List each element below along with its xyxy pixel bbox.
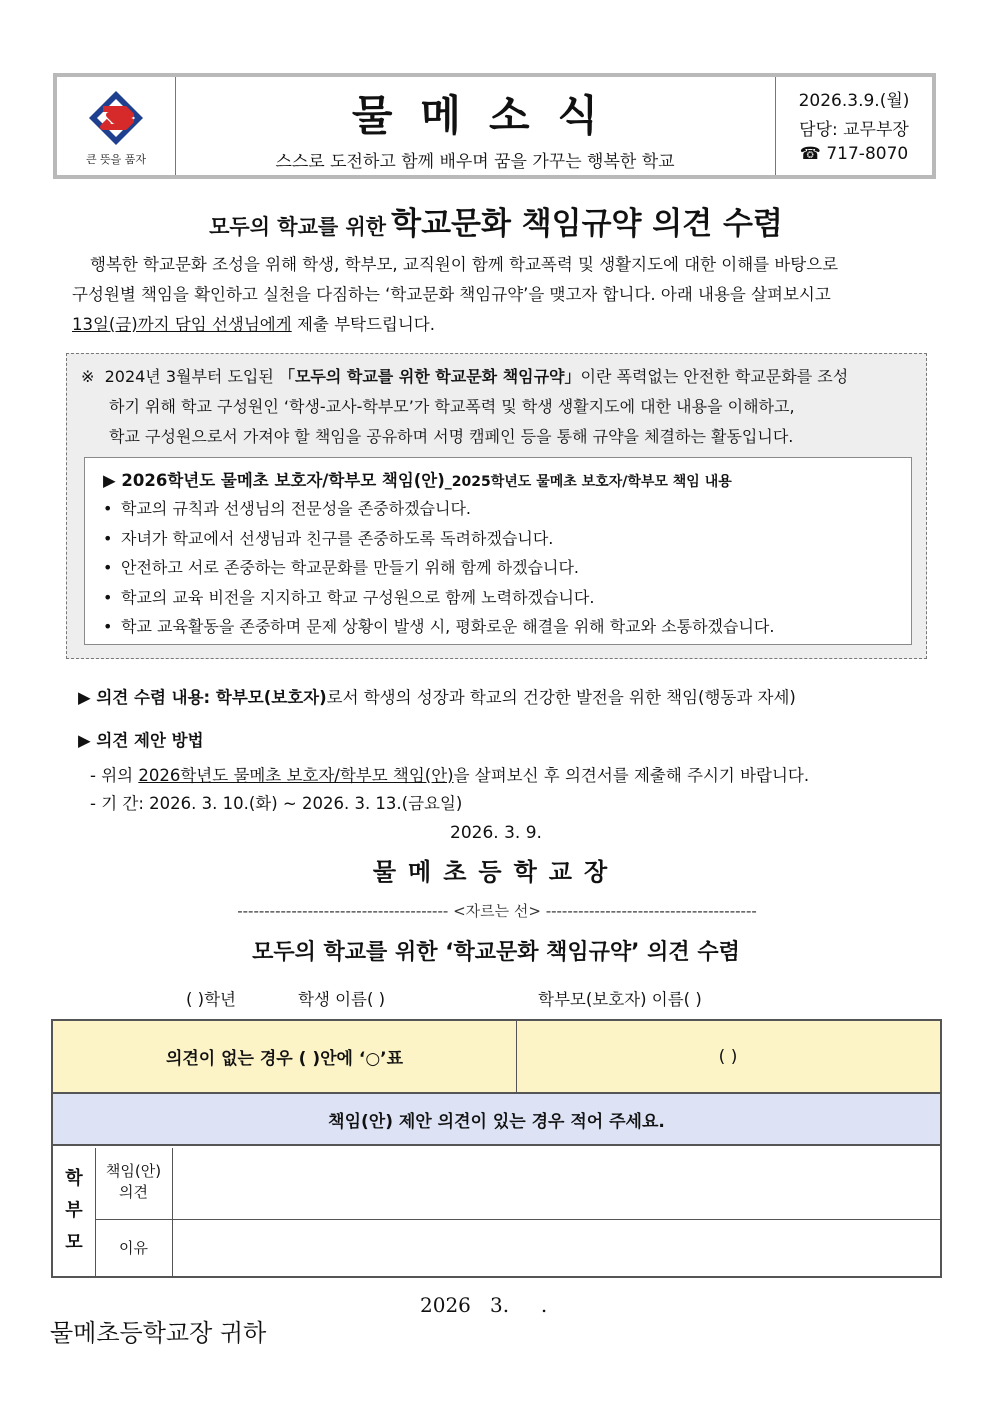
submission-date[interactable]: 2026 3. . <box>420 1293 548 1317</box>
list-item: • 학교의 규칙과 선생님의 전문성을 존중하겠습니다. <box>103 494 774 524</box>
content-section: ▶ 의견 수렴 내용: 학부모(보호자)로서 학생의 성장과 학교의 건강한 발전을 위한 책임(행동과 자세) <box>78 688 796 707</box>
title-prefix: 모두의 학교를 위한 <box>209 215 387 239</box>
logo-cell <box>57 77 176 175</box>
draft-list <box>103 494 774 642</box>
student-name-field[interactable]: 학생 이름( ) <box>298 990 386 1009</box>
method-line-1: - 위의 2026학년도 물메초 보호자/학부모 책임(안)을 살펴보신 후 의견서를 제출해 주시기 바랍니다. <box>90 766 810 785</box>
school-motto: 스스로 도전하고 함께 배우며 꿈을 가꾸는 행복한 학교 <box>275 152 675 172</box>
document-title <box>0 198 992 243</box>
reason-label: 이유 <box>95 1220 173 1276</box>
info-cell <box>775 77 932 175</box>
cut-line: --------------------------------------- <자르는 선> --------------------------------------- <box>237 902 757 920</box>
intro-line-3: 13일(금)까지 담임 선생님에게 제출 부탁드립니다. <box>72 315 435 334</box>
notice-box <box>66 353 927 659</box>
notice-line-2: 하기 위해 학교 구성원인 ‘학생-교사-학부모’가 학교폭력 및 학생 생활지도에 대한 내용을 이해하고, <box>109 397 795 416</box>
intro-line-1: 행복한 학교문화 조성을 위해 학생, 학부모, 교직원이 함께 학교폭력 및 생활지도에 대한 이해를 바탕으로 <box>90 255 839 274</box>
method-period: - 기 간: 2026. 3. 10.(화) ~ 2026. 3. 13.(금요일) <box>90 794 463 813</box>
school-logo-icon <box>85 87 147 149</box>
parent-side-label: 학 부 모 <box>53 1148 96 1276</box>
issue-date: 2026.3.9.(월) <box>798 91 910 111</box>
title-main: 학교문화 책임규약 의견 수렴 <box>391 206 783 242</box>
intro-line-2: 구성원별 책임을 확인하고 실천을 다짐하는 ‘학교문화 책임규약’을 맺고자 합니다. 아래 내용을 살펴보시고 <box>72 285 831 304</box>
title-cell <box>175 77 775 175</box>
no-opinion-checkbox[interactable]: ( ) <box>718 1046 738 1067</box>
draft-box <box>84 457 912 645</box>
principal-signature: 물메초등학교장 <box>372 858 620 886</box>
draft-heading: ▶ 2026학년도 물메초 보호자/학부모 책임(안)_2025학년도 물메초 보호자/학부모 책임 내용 <box>103 471 732 490</box>
no-opinion-row <box>53 1021 940 1094</box>
list-item: • 학교의 교육 비전을 지지하고 학교 구성원으로 함께 노력하겠습니다. <box>103 583 774 613</box>
notice-date: 2026. 3. 9. <box>450 823 542 843</box>
list-item: • 자녀가 학교에서 선생님과 친구를 존중하도록 독려하겠습니다. <box>103 524 774 554</box>
list-item: • 안전하고 서로 존중하는 학교문화를 만들기 위해 함께 하겠습니다. <box>103 553 774 583</box>
newsletter-title: 물메소식 <box>351 91 627 140</box>
opinion-label: 책임(안) 의견 <box>95 1148 173 1220</box>
logo-caption: 큰 뜻을 품자 <box>85 153 147 166</box>
reason-input-area[interactable] <box>172 1220 940 1276</box>
draft-subheading: _2025학년도 물메초 보호자/학부모 책임 내용 <box>444 474 732 490</box>
draft-reference: 2026학년도 물메초 보호자/학부모 책임(안) <box>138 766 454 785</box>
notice-text <box>81 362 908 452</box>
list-item: • 학교 교육활동을 존중하며 문제 상황이 발생 시, 평화로운 해결을 위해 학교와 소통하겠습니다. <box>103 612 774 642</box>
phone-number: ☎ 717-8070 <box>799 144 909 164</box>
opinion-input-area[interactable] <box>172 1148 940 1220</box>
form-title: 모두의 학교를 위한 ‘학교문화 책임규약’ 의견 수렴 <box>252 940 740 965</box>
person-in-charge: 담당: 교무부장 <box>799 120 909 140</box>
no-opinion-label: 의견이 없는 경우 ( )안에 ‘○’표 <box>53 1021 517 1092</box>
opinion-form-table <box>51 1019 942 1278</box>
grade-field[interactable]: ( )학년 <box>186 990 236 1009</box>
intro-paragraph <box>72 250 920 340</box>
deadline-text: 13일(금)까지 담임 선생님에게 <box>72 315 292 334</box>
write-prompt-row: 책임(안) 제안 의견이 있는 경우 적어 주세요. <box>53 1094 940 1146</box>
newsletter-header <box>53 73 936 179</box>
parent-name-field[interactable]: 학부모(보호자) 이름( ) <box>538 990 702 1009</box>
method-heading: ▶ 의견 제안 방법 <box>78 731 204 750</box>
notice-line-1: ※ 2024년 3월부터 도입된 「모두의 학교를 위한 학교문화 책임규약」이란 폭력없는 안전한 학교문화를 조성 <box>81 367 849 386</box>
notice-line-3: 학교 구성원으로서 가져야 할 책임을 공유하며 서명 캠페인 등을 통해 규약을 체결하는 활동입니다. <box>109 427 794 446</box>
opinion-rows <box>53 1148 940 1276</box>
addressee: 물메초등학교장 귀하 <box>50 1319 267 1347</box>
notice-bold-title: 「모두의 학교를 위한 학교문화 책임규약」 <box>278 367 581 386</box>
